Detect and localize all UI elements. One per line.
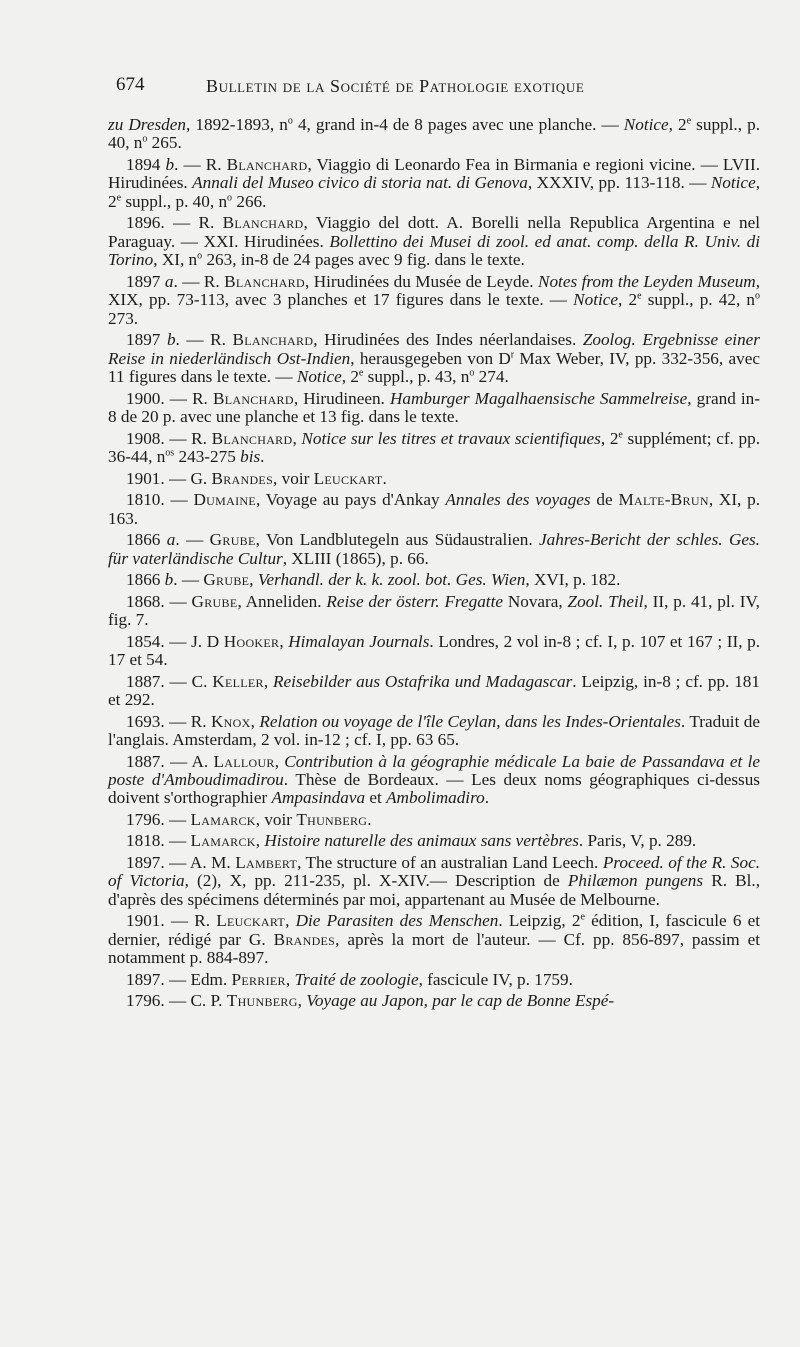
bibliography-entry: 1901. — R. Leuckart, Die Parasiten des Menschen. Leipzig, 2e édition, I, fascicule 6 et dernier, rédigé par G. Brandes, après la mort de l'auteur. — Cf. pp. 856-897, passim et notamment p. 884-897. — [108, 911, 761, 968]
bibliography-entry: 1900. — R. Blanchard, Hirudineen. Hamburger Magalhaensische Sammelreise, grand in-8 de 20 p. avec une planche et 13 fig. dans le texte. — [108, 388, 761, 427]
bibliography-entry: 1796. — C. P. Thunberg, Voyage au Japon, par le cap de Bonne Espé- — [126, 991, 615, 1011]
bibliography-entry: 1854. — J. D Hooker, Himalayan Journals. Londres, 2 vol in-8 ; cf. I, p. 107 et 167 ; II, p. 17 et 54. — [108, 631, 761, 670]
bibliography-entry: 1866 b. — Grube, Verhandl. der k. k. zool. bot. Ges. Wien, XVI, p. 182. — [126, 570, 621, 590]
bibliography-entry: zu Dresden, 1892-1893, $n^o$ 4, grand in-4 de 8 pages avec une planche. — Notice, 2e suppl., p. 40, $n^o$ 265. — [108, 115, 760, 153]
running-title: Bulletin de la Société de Pathologie exotique — [206, 76, 585, 96]
bibliography-entry: 1796. — Lamarck, voir Thunberg. — [126, 809, 372, 829]
bibliography-entry: 1897 b. — R. Blanchard, Hirudinées des Indes néerlandaises. Zoolog. Ergebnisse einer Reise in niederländisch Ost-Indien, herausgegeben von $D^r$ Max Weber, IV, pp. 332-356, avec 11 figures dans le texte. — Notice, 2e suppl., p. 43, $n^o$ 274. — [108, 330, 761, 387]
bibliography-entry: 1868. — Grube, Anneliden. Reise der österr. Fregatte Novara, Zool. Theil, II, p. 41, pl. IV, fig. 7. — [108, 591, 760, 630]
page-header — [116, 70, 676, 106]
bibliography-entry: 1901. — G. Brandes, voir Leuckart. — [126, 468, 387, 488]
page-number: 674 — [116, 74, 145, 95]
bibliography-entry: 1866 a. — Grube, Von Landblutegeln aus Südaustralien. Jahres-Bericht der schles. Ges. für vaterländische Cultur, XLIII (1865), p. 66. — [108, 530, 760, 568]
bibliography-entry: 1896. — R. Blanchard, Viaggio del dott. A. Borelli nella Republica Argentina e nel Paraguay. — XXI. Hirudinées. Bollettino dei Musei di zool. ed anat. comp. della R. Univ. di Torino, XI, $n^o$ 263, in-8 de 24 pages avec 9 fig. dans le texte. — [108, 213, 761, 270]
bibliography-entry: 1897. — A. M. Lambert, The structure of an australian Land Leech. Proceed. of the R. Soc. of Victoria, (2), X, pp. 211-235, pl. X-XIV.— Description de Philæmon pungens R. Bl., d'après des spécimens déterminés par moi, appartenant au Musée de Melbourne. — [108, 852, 761, 909]
bibliography-list — [108, 116, 760, 1014]
bibliography-entry: 1908. — R. Blanchard, Notice sur les titres et travaux scientifiques, 2e supplément; cf. pp. 36-44, $n^{os}$ 243-275 bis. — [108, 428, 761, 467]
bibliography-entry: 1887. — A. Lallour, Contribution à la géographie médicale La baie de Passandava et le poste d'Amboudimadirou. Thèse de Bordeaux. — Les deux noms géographiques ci-dessus doivent s'orthographier Ampasindava et Ambolimadiro. — [108, 751, 760, 808]
bibliography-entry: 1897. — Edm. Perrier, Traité de zoologie, fascicule IV, p. 1759. — [126, 969, 573, 989]
bibliography-entry: 1818. — Lamarck, Histoire naturelle des animaux sans vertèbres. Paris, V, p. 289. — [126, 831, 697, 851]
bibliography-entry: 1897 a. — R. Blanchard, Hirudinées du Musée de Leyde. Notes from the Leyden Museum, XIX, pp. 73-113, avec 3 planches et 17 figures dans le texte. — Notice, 2e suppl., p. 42, $n^o$ 273. — [108, 271, 761, 328]
bibliography-entry: 1887. — C. Keller, Reisebilder aus Ostafrika und Madagascar. Leipzig, in-8 ; cf. pp. 181 et 292. — [108, 671, 760, 710]
bibliography-entry: 1810. — Dumaine, Voyage au pays d'Ankay Annales des voyages de Malte-Brun, XI, p. 163. — [108, 490, 761, 528]
bibliography-entry: 1693. — R. Knox, Relation ou voyage de l'île Ceylan, dans les Indes-Orientales. Traduit de l'anglais. Amsterdam, 2 vol. in-12 ; cf. I, pp. 63 65. — [108, 711, 761, 750]
bibliography-entry: 1894 b. — R. Blanchard, Viaggio di Leonardo Fea in Birmania e regioni vicine. — LVII. Hirudinées. Annali del Museo civico di storia nat. di Genova, XXXIV, pp. 113-118. — Notice, 2e suppl., p. 40, $n^o$ 266. — [108, 154, 761, 211]
